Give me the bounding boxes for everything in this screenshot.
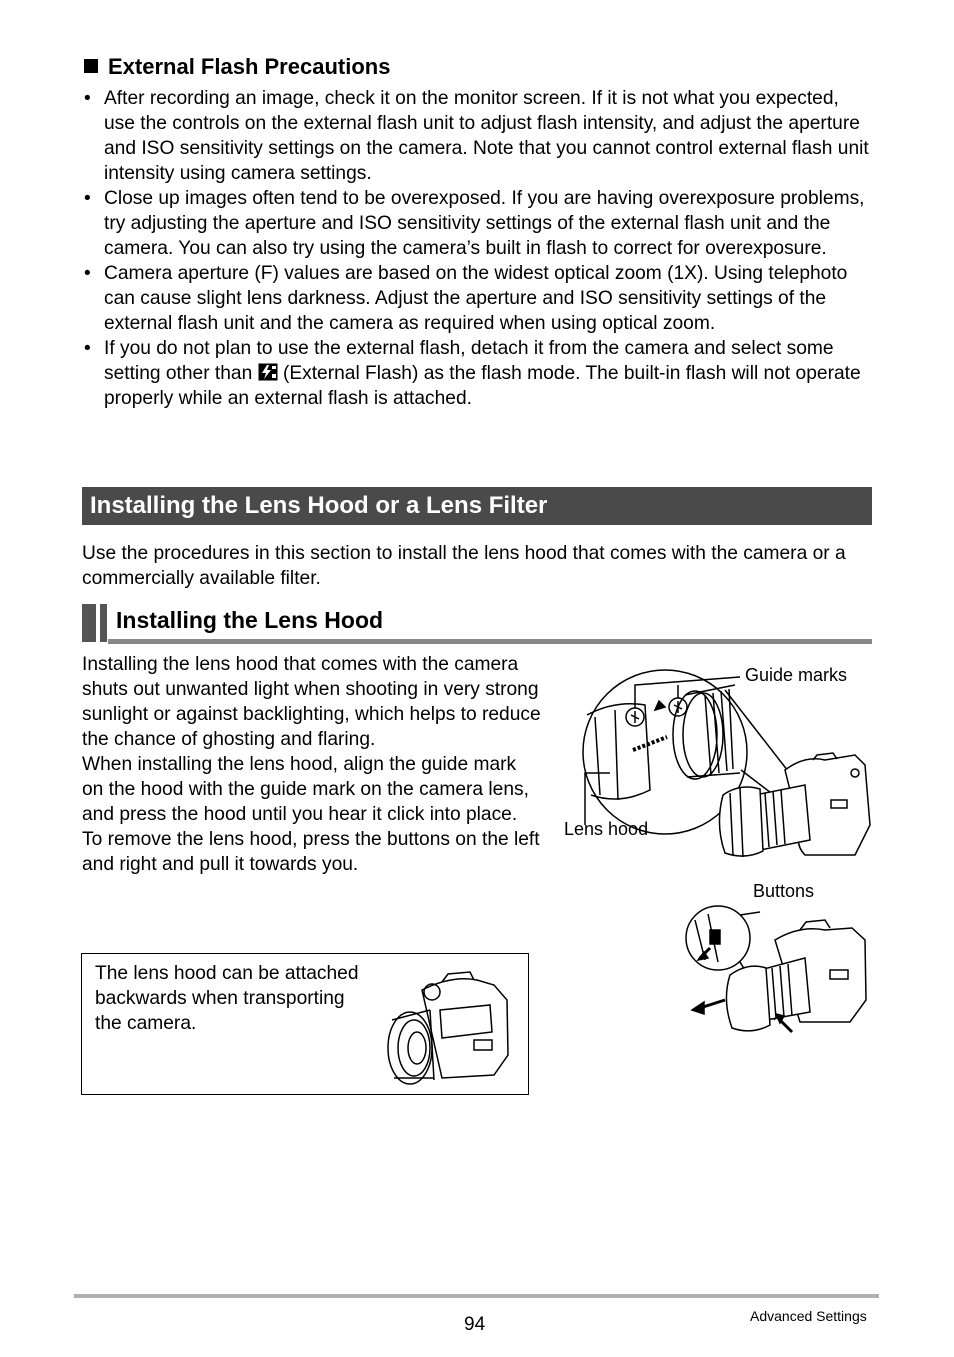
bullet-dot: • <box>84 338 91 359</box>
external-flash-icon <box>258 363 278 381</box>
flash-precautions-list <box>80 86 870 411</box>
heading-bar-thin <box>100 604 107 642</box>
camera-hood-backwards-illustration <box>382 970 512 1088</box>
lens-hood-label: Lens hood <box>564 819 649 839</box>
section-intro: Use the procedures in this section to install the lens hood that comes with the camera or a commercially available filter. <box>82 543 846 589</box>
paragraph: When installing the lens hood, align the guide mark on the hood with the guide mark on the camera lens, and press the hood until you hear it click into place. <box>82 754 529 825</box>
bullet-dot: • <box>84 263 91 284</box>
list-item: • Close up images often tend to be overexposed. If you are having overexposure problems, try adjusting the aperture and ISO sensitivity settings of the external flash unit and the camera. You can also try using the camera’s built in flash to correct for overexposure. <box>84 188 865 259</box>
heading-underline <box>108 639 872 644</box>
section-banner: Installing the Lens Hood or a Lens Filter <box>82 487 872 525</box>
square-bullet-icon <box>84 59 98 73</box>
lens-hood-instructions <box>82 652 542 877</box>
note-text: The lens hood can be attached backwards when transporting the camera. <box>95 963 359 1034</box>
page-number: 94 <box>464 1314 486 1335</box>
subsection-heading <box>82 604 872 644</box>
footer-rule <box>74 1294 879 1298</box>
heading-bar-thick <box>82 604 96 642</box>
bullet-dot: • <box>84 188 91 209</box>
section-heading-external-flash <box>84 54 390 80</box>
bullet-dot: • <box>84 88 91 109</box>
external-flash-heading-text: External Flash Precautions <box>108 54 391 79</box>
paragraph: Installing the lens hood that comes with the camera shuts out unwanted light when shooting in very strong sunlight or against backlighting, which helps to reduce the chance of ghosting and flaring. <box>82 654 541 750</box>
note-box <box>81 953 529 1095</box>
footer-section-name: Advanced Settings <box>750 1308 867 1324</box>
lens-hood-remove-illustration <box>680 900 875 1040</box>
paragraph: To remove the lens hood, press the buttons on the left and right and pull it towards you. <box>82 829 540 875</box>
buttons-label: Buttons <box>753 881 815 901</box>
subsection-title: Installing the Lens Hood <box>116 607 384 633</box>
guide-marks-label: Guide marks <box>745 665 848 685</box>
list-item: • Camera aperture (F) values are based on the widest optical zoom (1X). Using telephoto can cause slight lens darkness. Adjust the aperture and ISO sensitivity settings of the external flash unit and the camera as required when using optical zoom. <box>84 263 848 334</box>
list-item: • After recording an image, check it on the monitor screen. If it is not what you expected, use the controls on the external flash unit to adjust flash intensity, and adjust the aperture and ISO sensitivity settings on the camera. Note that you cannot control external flash unit intensity using camera settings. <box>84 88 869 184</box>
list-item: • If you do not plan to use the external flash, detach it from the camera and select some setting other than (External Flash) as the flash mode. The built-in flash will not operate properly while an external flash is attached. <box>84 338 861 409</box>
